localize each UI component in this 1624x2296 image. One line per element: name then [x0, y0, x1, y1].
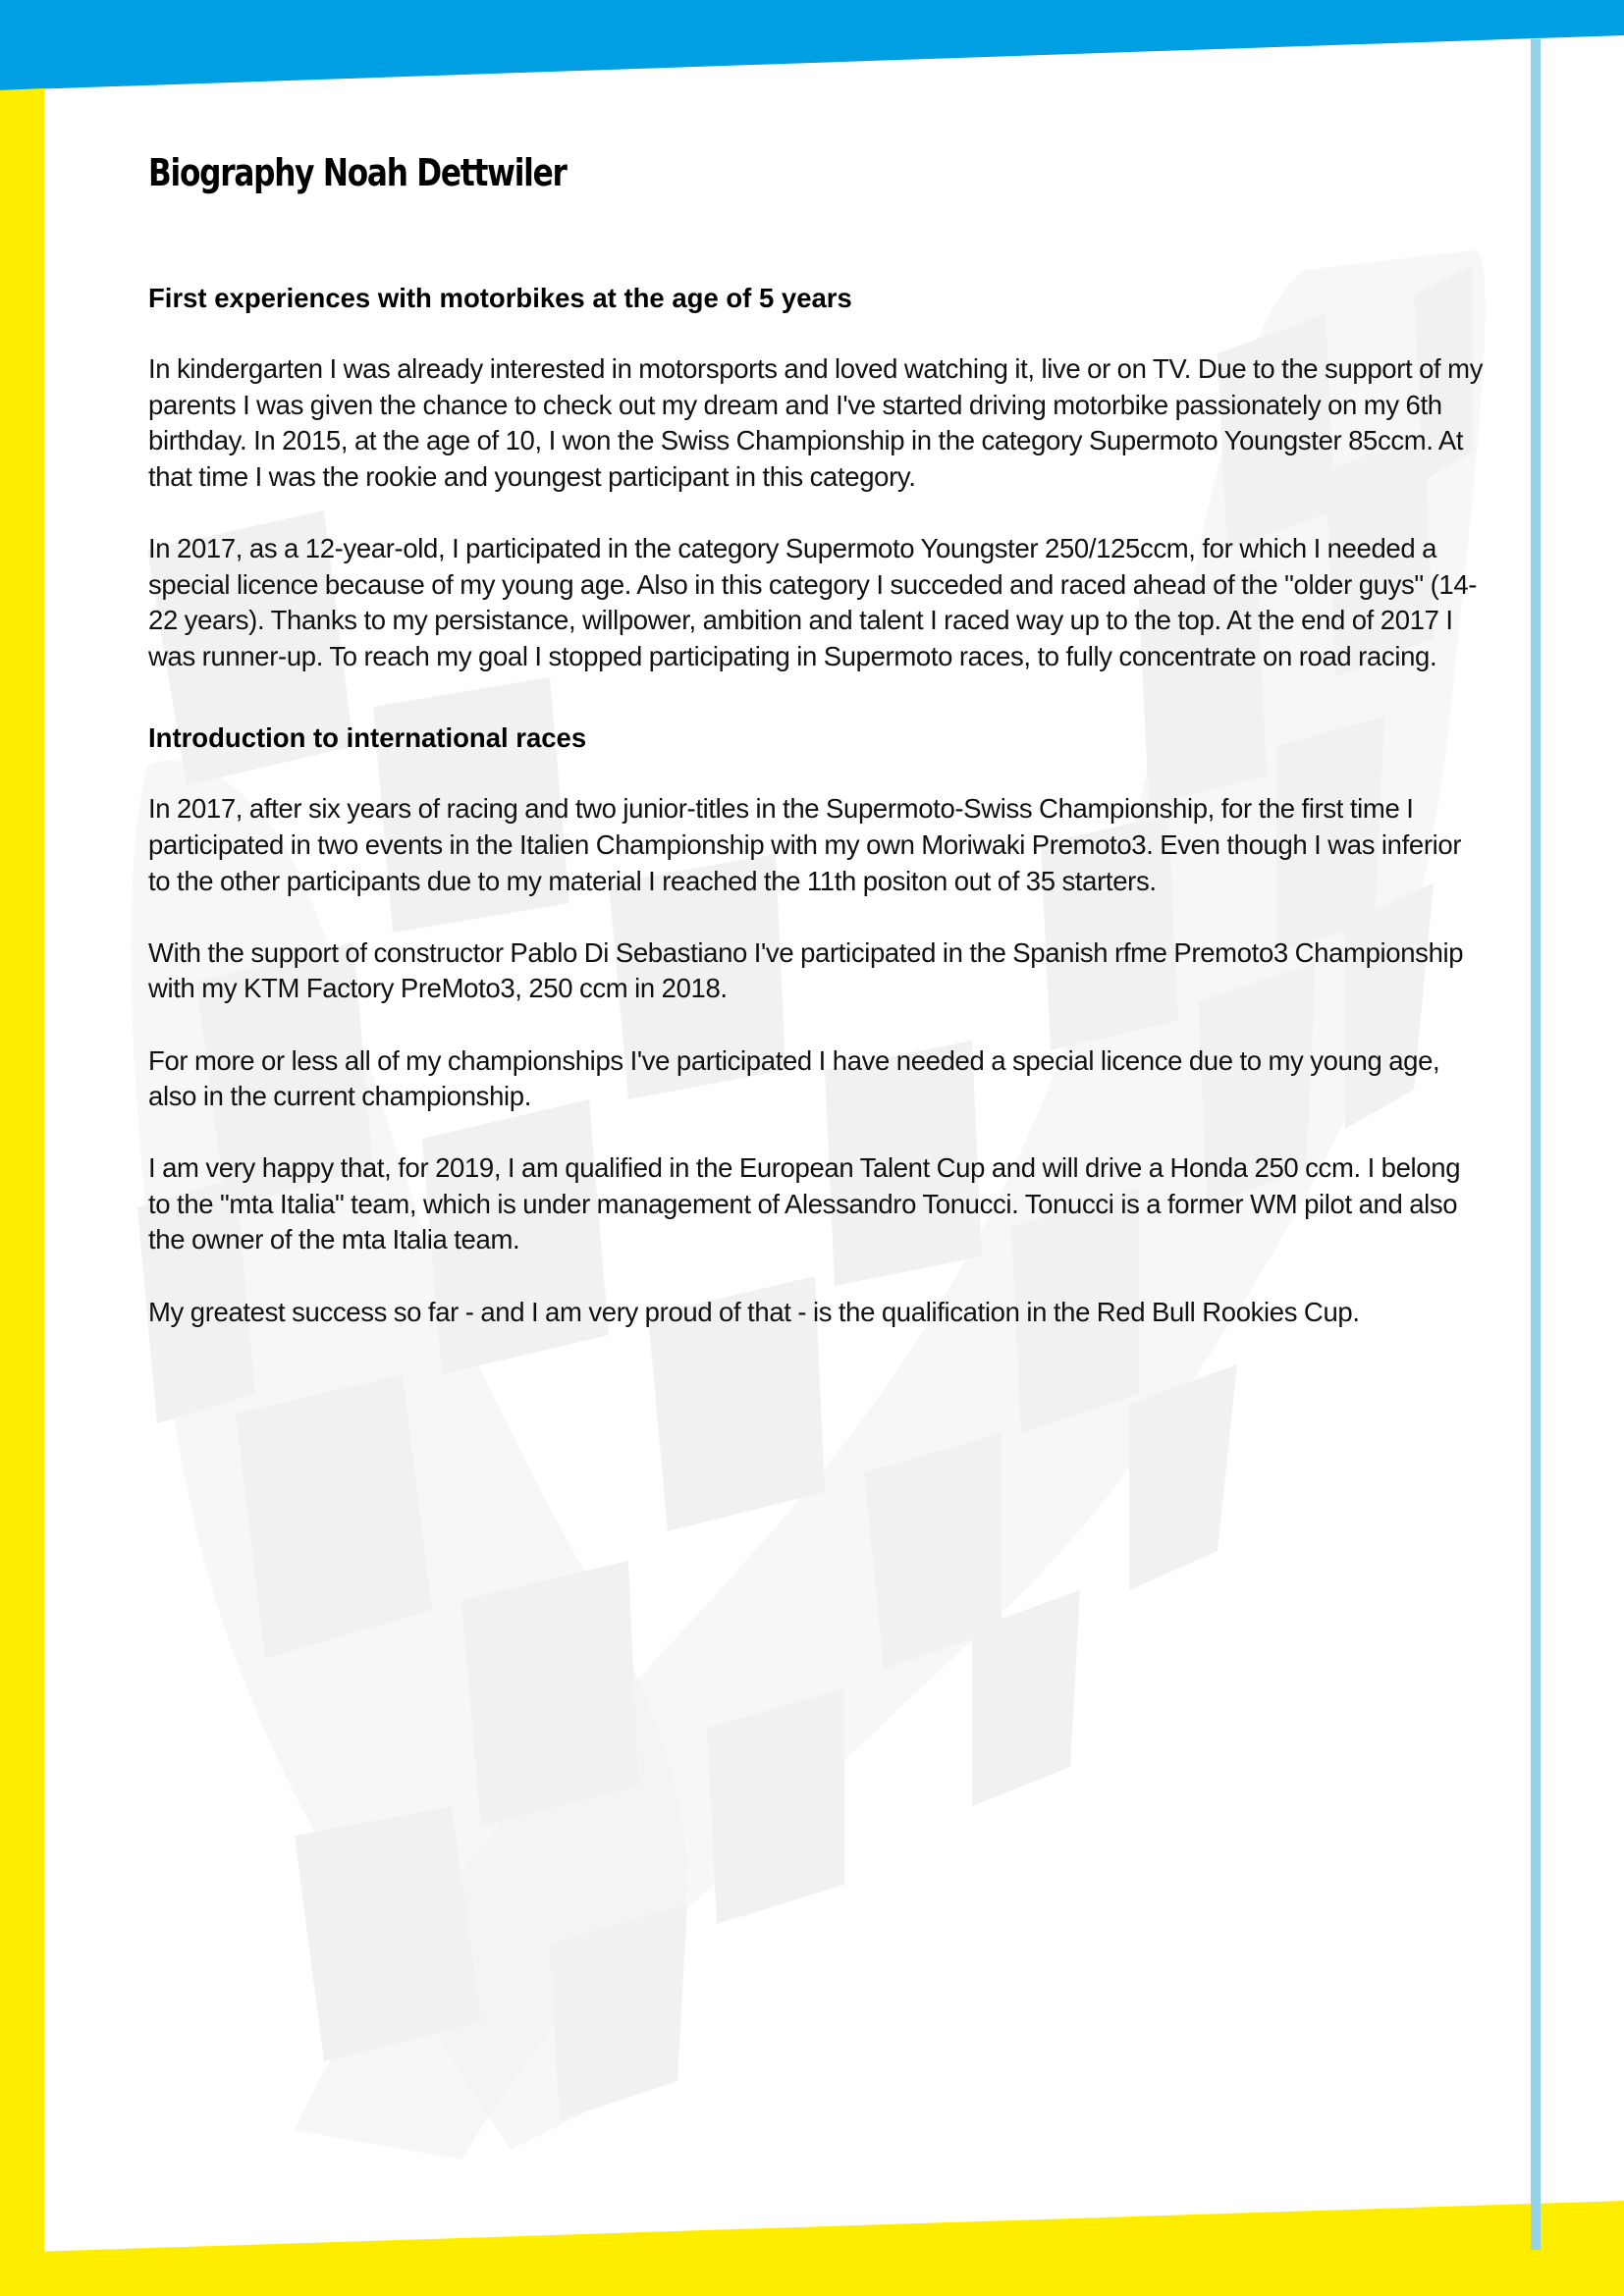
- top-band: [0, 0, 1624, 90]
- paragraph: For more or less all of my championships I've participated I have needed a special licence due to my young age, also in the current championship.: [148, 1044, 1440, 1112]
- section-first-experiences: [148, 281, 1484, 674]
- section-heading: First experiences with motorbikes at the age of 5 years: [148, 283, 852, 313]
- paragraph: In kindergarten I was already interested in motorsports and loved watching it, live or on TV. Due to the support of my parents I was given the chance to check out my dream and I've started driving motorbike passionately on my 6th birthday. In 2015, at the age of 10, I won the Swiss Championship in the category Supermoto Youngster 85ccm. At that time I was the rookie and youngest participant in this category.: [148, 353, 1484, 492]
- paragraph: I am very happy that, for 2019, I am qualified in the European Talent Cup and will drive a Honda 250 ccm. I belong to the "mta Italia" team, which is under management of Alessandro Tonucci. Tonucci is a former WM pilot and also the owner of the mta Italia team.: [148, 1152, 1461, 1255]
- document-title: Biography Noah Dettwiler: [148, 151, 567, 194]
- paragraph: In 2017, as a 12-year-old, I participated in the category Supermoto Youngster 250/125ccm, for which I needed a special licence because of my young age. Also in this category I succeded and raced ahead of the "older guys" (14-22 years). Thanks to my persistance, willpower, ambition and talent I raced way up to the top. At the end of 2017 I was runner-up. To reach my goal I stopped participating in Supermoto races, to fully concentrate on road racing.: [148, 532, 1478, 671]
- section-heading: Introduction to international races: [148, 722, 587, 754]
- paragraph: With the support of constructor Pablo Di Sebastiano I've participated in the Spanish rfme Premoto3 Championship with my KTM Factory PreMoto3, 250 ccm in 2018.: [148, 936, 1464, 1004]
- section-international-races: [148, 721, 1484, 1330]
- right-stripe: [1531, 39, 1541, 2250]
- left-band: [0, 88, 44, 2296]
- paragraph: My greatest success so far - and I am very proud of that - is the qualification in the Red Bull Rookies Cup.: [148, 1296, 1360, 1327]
- document-body: [148, 147, 1484, 1366]
- bottom-band: [0, 2201, 1624, 2296]
- paragraph: In 2017, after six years of racing and two junior-titles in the Supermoto-Swiss Championship, for the first time I participated in two events in the Italien Championship with my own Moriwaki Premoto3. Even though I was inferior to the other participants due to my material I reached the 11th positon out of 35 starters.: [148, 793, 1462, 896]
